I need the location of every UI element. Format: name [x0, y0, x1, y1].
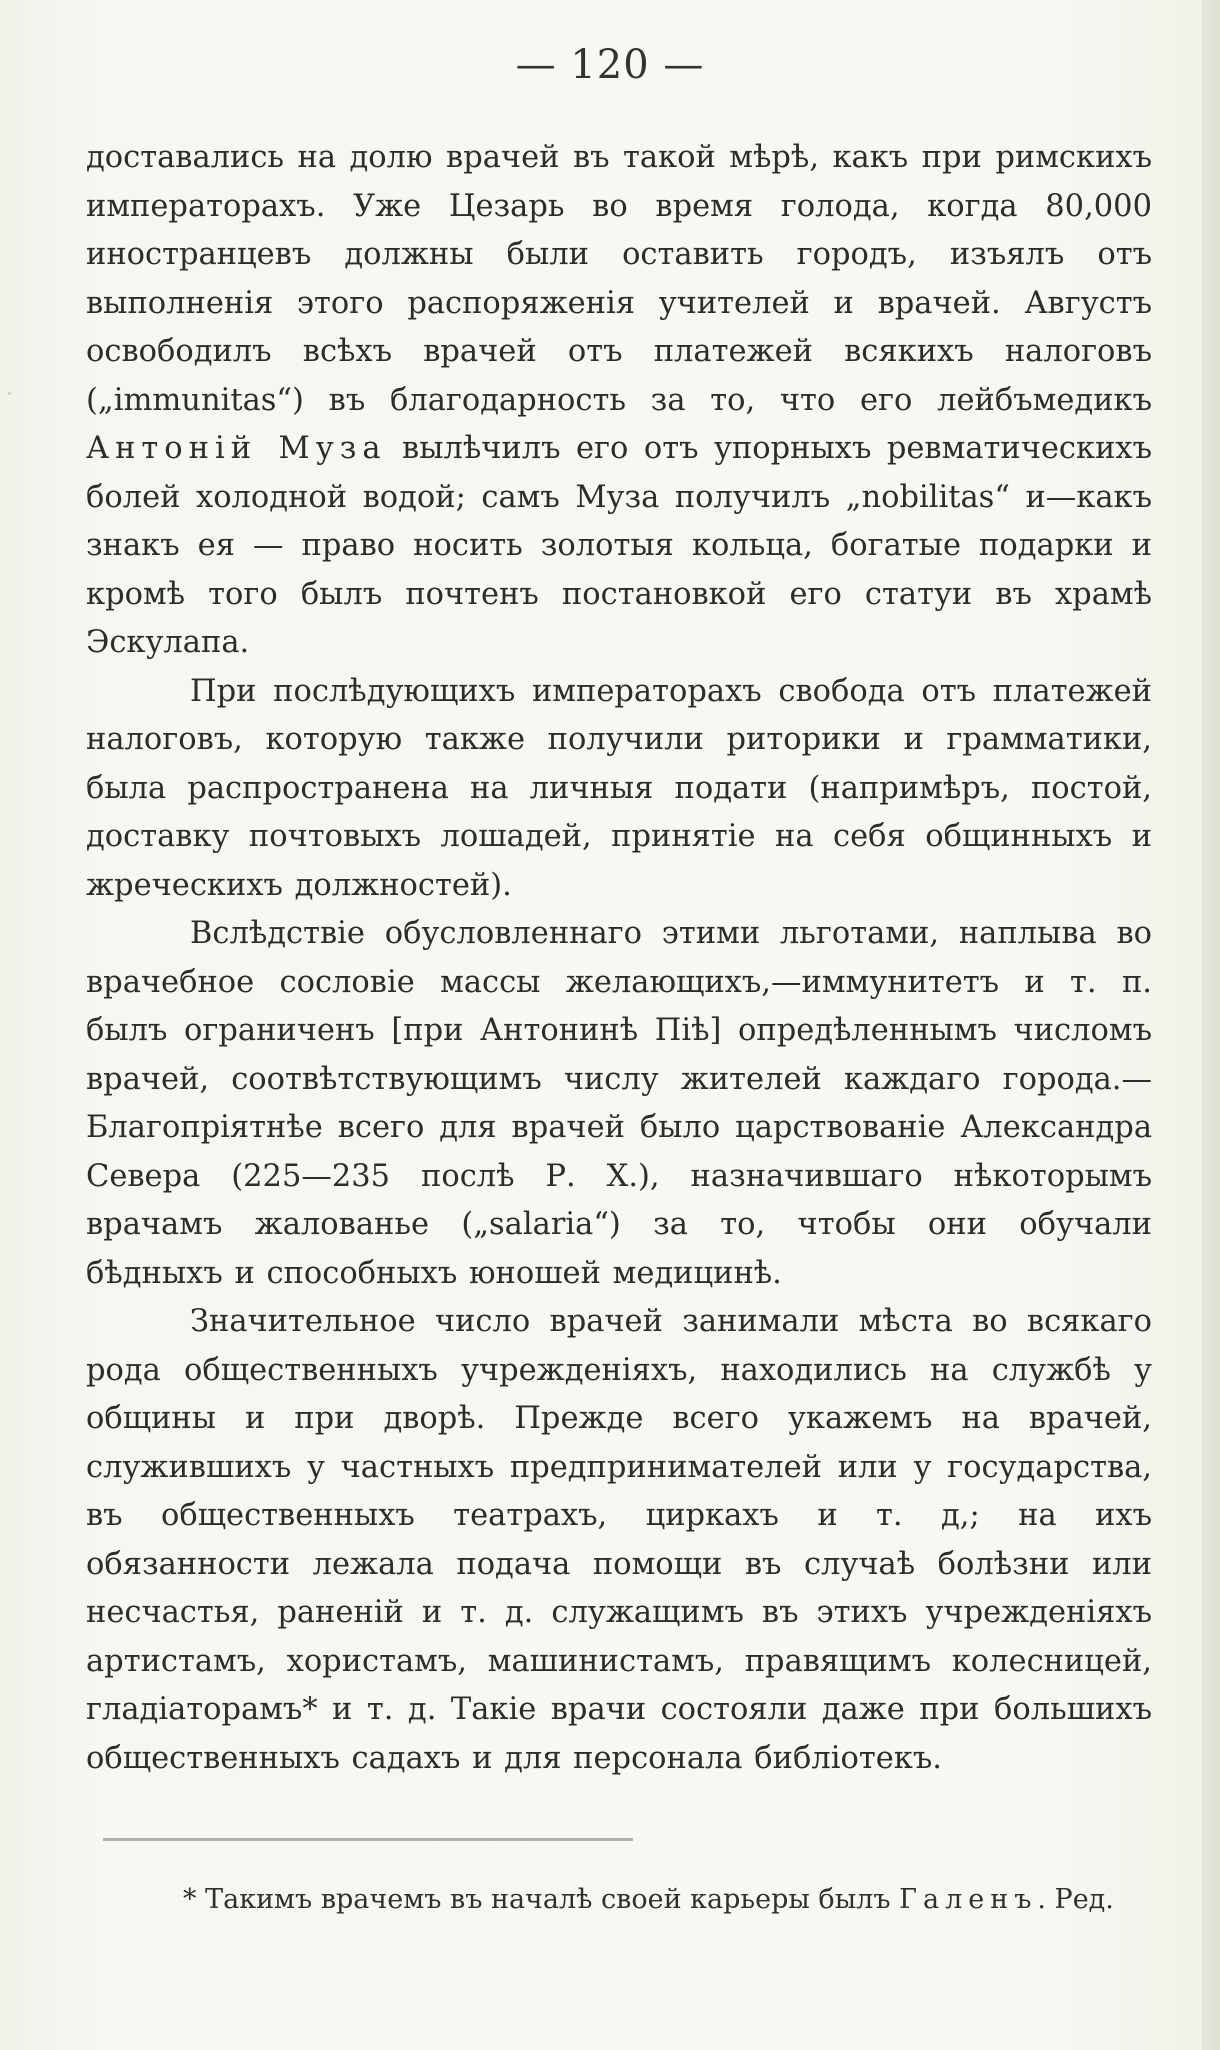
spaced-name-antonius-musa: Антоній Муза — [86, 431, 387, 466]
paragraph-1-text: доставались на долю врачей въ такой мѣрѣ, какъ при римскихъ императорахъ. Уже Цезарь во время голода, когда 80,000 иностранцевъ должны были оставить городъ, изъялъ отъ выполненія этого распоряженія учителей и врачей. Августъ освободилъ всѣхъ врачей отъ платежей всякихъ налоговъ („immunitas“) въ благодарность за то, что его лейбъмедикъ — [86, 140, 1152, 418]
paragraph-2: При послѣдующихъ императорахъ свобода отъ платежей налоговъ, которую также получили риторики и грамматики, была распространена на личныя подати (напримѣръ, постой, доставку почтовыхъ лошадей, принятіе на себя общинныхъ и жреческихъ должностей). — [86, 673, 1152, 903]
main-text — [86, 134, 1152, 1783]
paragraph-4: Значительное число врачей занимали мѣста во всякаго рода общественныхъ учрежденіяхъ, находились на службѣ у общины и при дворѣ. Прежде всего укажемъ на врачей, служившихъ у частныхъ предпринимателей или у государства, въ общественныхъ театрахъ, циркахъ и т. д,; на ихъ обязанности лежала подача помощи въ случаѣ болѣзни или несчастья, раненій и т. д. служащимъ въ этихъ учрежденіяхъ артистамъ, хористамъ, машинистамъ, правящимъ колесницей, гладіаторамъ* и т. д. Такіе врачи состояли даже при большихъ общественныхъ садахъ и для персонала библіотекъ. — [86, 1304, 1152, 1776]
paragraph-1-text-after: вылѣчилъ его отъ упорныхъ ревматическихъ болей холодной водой; самъ Муза получилъ „nobilitas“ и—какъ знакъ ея — право носить золотыя кольца, богатые подарки и кромѣ того былъ почтенъ постановкой его статуи въ храмѣ Эскулапа. — [86, 431, 1153, 660]
paper-speck — [8, 392, 11, 395]
page-edge — [1202, 0, 1220, 2050]
footnote-text: * Такимъ врачемъ въ началѣ своей карьеры былъ — [183, 1884, 900, 1915]
paragraph-1 — [86, 134, 1152, 668]
paragraph-3: Вслѣдствіе обусловленнаго этими льготами, наплыва во врачебное сословіе массы желающихъ,—иммунитетъ и т. п. былъ ограниченъ [при Антонинѣ Піѣ] опредѣленнымъ числомъ врачей, соотвѣтствующимъ числу жителей каждаго города.—Благопріятнѣе всего для врачей было царствованіе Александра Севера (225—235 послѣ Р. Х.), назначившаго нѣкоторымъ врачамъ жалованье („salaria“) за то, чтобы они обучали бѣдныхъ и способныхъ юношей медицинѣ. — [86, 916, 1152, 1291]
footnote-separator — [103, 1838, 633, 1841]
footnote-text-after: . Ред. — [1037, 1884, 1114, 1915]
footnote — [183, 1880, 1163, 1920]
footnote-spaced-name: Галенъ — [899, 1884, 1038, 1915]
page-number: — 120 — — [515, 42, 705, 88]
